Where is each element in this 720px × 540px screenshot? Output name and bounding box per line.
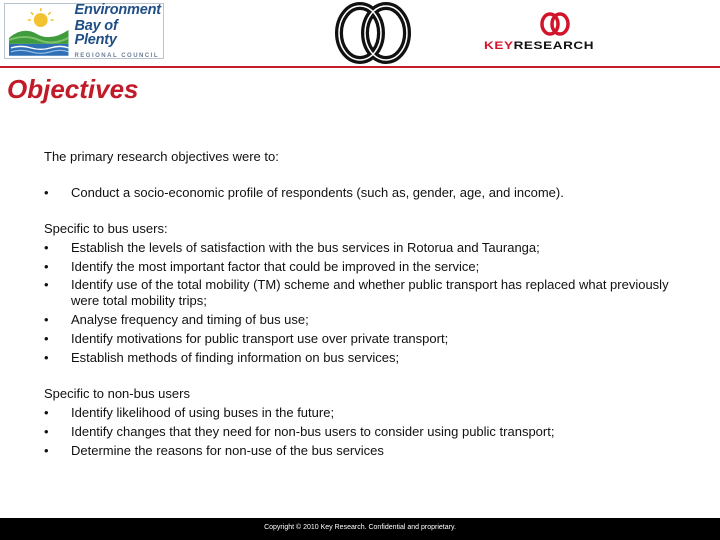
- list-item: [44, 259, 704, 275]
- list-item-text: Analyse frequency and timing of bus use;: [71, 312, 309, 327]
- non-bus-users-heading: Specific to non-bus users: [44, 386, 190, 401]
- bullet-marker: •: [44, 350, 49, 365]
- copyright-notice: Copyright © 2010 Key Research. Confidential and proprietary.: [264, 524, 456, 531]
- interlocking-rings-icon: [334, 2, 412, 64]
- bullet-marker: •: [44, 312, 49, 327]
- bullet-marker: •: [44, 424, 49, 439]
- list-item-text: Identify the most important factor that could be improved in the service;: [71, 259, 480, 274]
- bullet-marker: •: [44, 185, 49, 200]
- environment-bay-of-plenty-logo: [4, 3, 164, 59]
- list-item-text: Conduct a socio-economic profile of respondents (such as, gender, age, and income).: [71, 185, 564, 200]
- slide-body: [44, 149, 704, 459]
- list-item: [44, 240, 704, 256]
- intro-paragraph: The primary research objectives were to:: [44, 149, 279, 164]
- list-item-text: Identify use of the total mobility (TM) scheme and whether public transport has replaced what previously were total mobility trips;: [71, 277, 669, 308]
- title-divider: [0, 66, 720, 68]
- key-research-logo: [484, 12, 630, 56]
- list-item: [44, 185, 704, 201]
- list-item: [44, 277, 704, 309]
- bullet-marker: •: [44, 259, 49, 274]
- slide-title: Objectives: [7, 74, 139, 104]
- ebop-landscape-icon: [7, 4, 70, 58]
- list-item: [44, 312, 704, 328]
- list-item-text: Identify motivations for public transport use over private transport;: [71, 331, 449, 346]
- slide-header: [0, 0, 720, 66]
- list-item: [44, 331, 704, 347]
- key-research-rings-icon: [539, 12, 571, 36]
- ebop-logo-line3: REGIONAL COUNCIL: [74, 52, 160, 59]
- list-item-text: Identify likelihood of using buses in the future;: [71, 405, 335, 420]
- bullet-marker: •: [44, 405, 49, 420]
- list-item: [44, 405, 704, 421]
- list-item-text: Establish methods of finding information on bus services;: [71, 350, 400, 365]
- ebop-logo-line2: Bay of Plenty: [74, 17, 118, 49]
- key-research-wordmark-key: KEY: [484, 39, 514, 52]
- key-research-wordmark: [484, 39, 630, 52]
- slide-footer: [0, 518, 720, 540]
- key-research-wordmark-research: RESEARCH: [513, 39, 595, 52]
- list-item-text: Determine the reasons for non-use of the bus services: [71, 443, 384, 458]
- bus-users-heading: Specific to bus users:: [44, 221, 168, 236]
- ebop-logo-line1: Environment: [74, 2, 161, 19]
- list-item-text: Establish the levels of satisfaction with the bus services in Rotorua and Tauranga;: [71, 240, 540, 255]
- bullet-marker: •: [44, 443, 49, 458]
- bullet-marker: •: [44, 240, 49, 255]
- list-item: [44, 424, 704, 440]
- list-item-text: Identify changes that they need for non-bus users to consider using public transport;: [71, 424, 555, 439]
- list-item: [44, 443, 704, 459]
- bullet-marker: •: [44, 331, 49, 346]
- bullet-marker: •: [44, 277, 49, 292]
- list-item: [44, 350, 704, 366]
